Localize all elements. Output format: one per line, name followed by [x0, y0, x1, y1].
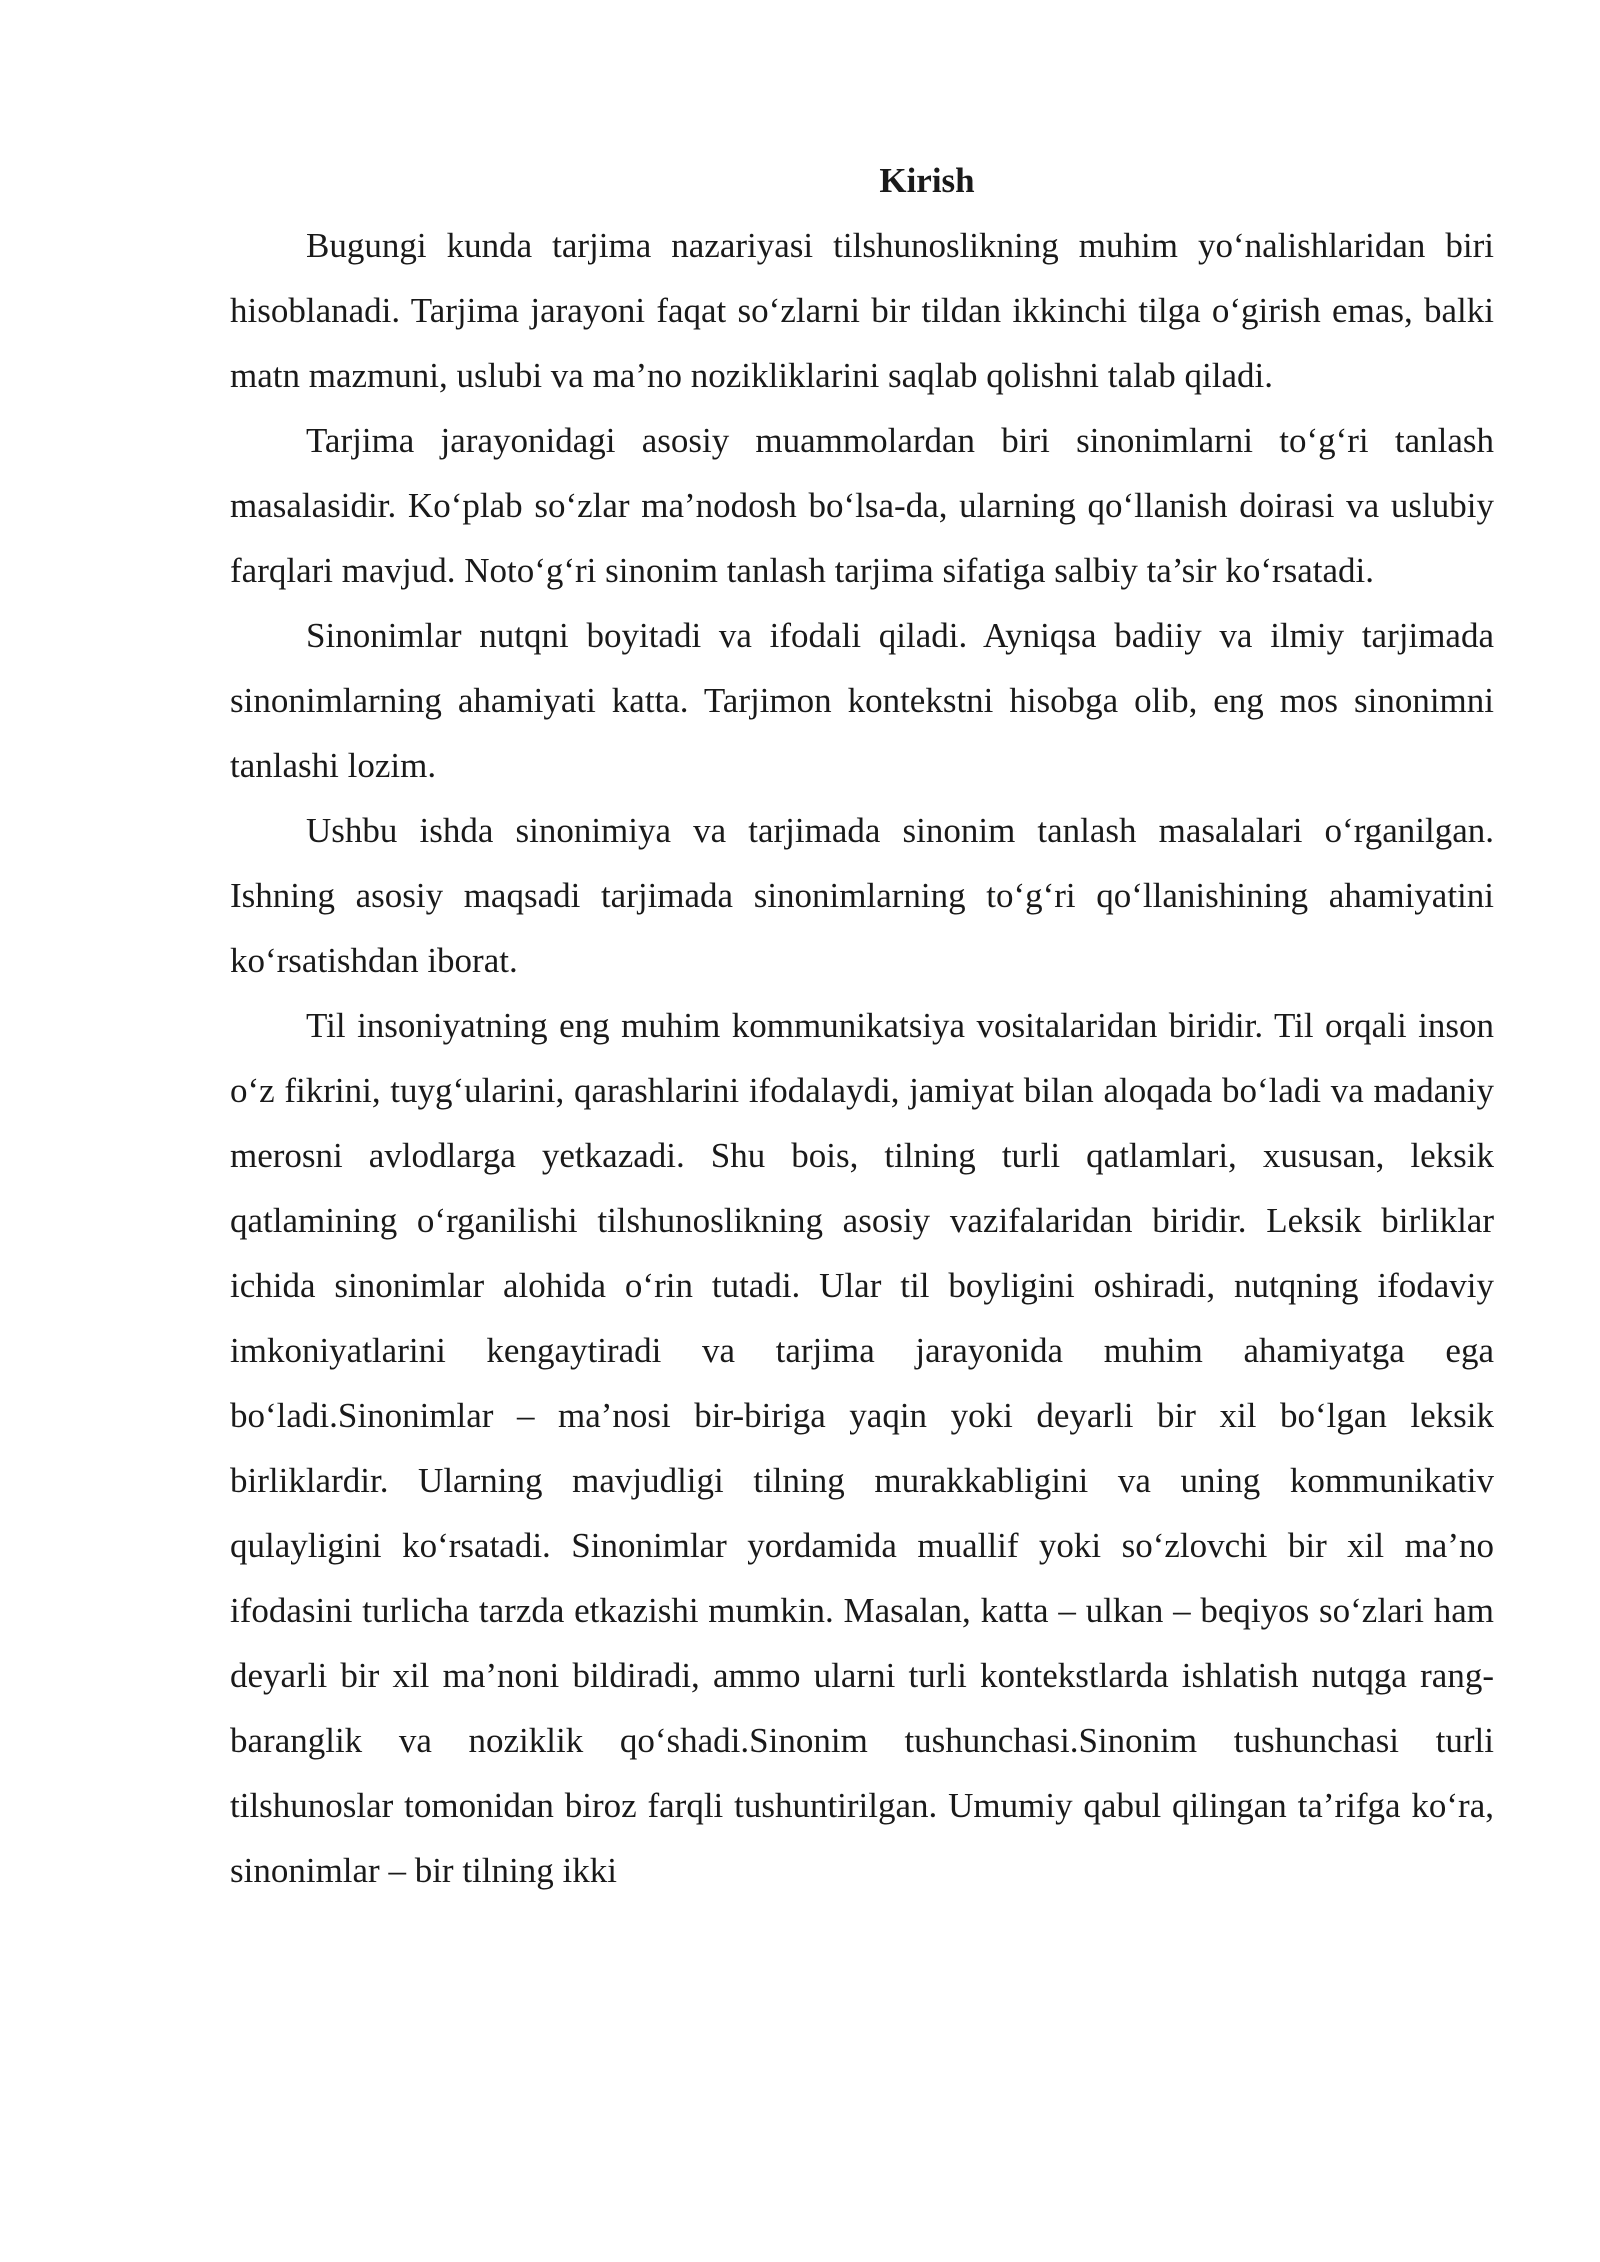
section-title: Kirish: [879, 161, 975, 200]
document-body: [230, 148, 1494, 1903]
paragraph-4: Ushbu ishda sinonimiya va tarjimada sinonim tanlash masalalari o‘rganilgan. Ishning asosiy maqsadi tarjimada sinonimlarning to‘g‘ri qo‘llanishining ahamiyatini ko‘rsatishdan iborat.: [230, 811, 1494, 980]
paragraph-2: Tarjima jarayonidagi asosiy muammolardan biri sinonimlarni to‘g‘ri tanlash masalasidir. Ko‘plab so‘zlar ma’nodosh bo‘lsa-da, ularning qo‘llanish doirasi va uslubiy farqlari mavjud. Noto‘g‘ri sinonim tanlash tarjima sifatiga salbiy ta’sir ko‘rsatadi.: [230, 421, 1494, 590]
paragraph-1: Bugungi kunda tarjima nazariyasi tilshunoslikning muhim yo‘nalishlaridan biri hisoblanadi. Tarjima jarayoni faqat so‘zlarni bir tildan ikkinchi tilga o‘girish emas, balki matn mazmuni, uslubi va ma’no nozikliklarini saqlab qolishni talab qiladi.: [230, 226, 1494, 395]
paragraph-3: Sinonimlar nutqni boyitadi va ifodali qiladi. Ayniqsa badiiy va ilmiy tarjimada sinonimlarning ahamiyati katta. Tarjimon kontekstni hisobga olib, eng mos sinonimni tanlashi lozim.: [230, 616, 1494, 785]
paragraph-5: Til insoniyatning eng muhim kommunikatsiya vositalaridan biridir. Til orqali inson o‘z fikrini, tuyg‘ularini, qarashlarini ifodalaydi, jamiyat bilan aloqada bo‘ladi va madaniy merosni avlodlarga yetkazadi. Shu bois, tilning turli qatlamlari, xususan, leksik qatlamining o‘rganilishi tilshunoslikning asosiy vazifalaridan biridir. Leksik birliklar ichida sinonimlar alohida o‘rin tutadi. Ular til boyligini oshiradi, nutqning ifodaviy imkoniyatlarini kengaytiradi va tarjima jarayonida muhim ahamiyatga ega bo‘ladi.Sinonimlar – ma’nosi bir-biriga yaqin yoki deyarli bir xil bo‘lgan leksik birliklardir. Ularning mavjudligi tilning murakkabligini va uning kommunikativ qulayligini ko‘rsatadi. Sinonimlar yordamida muallif yoki so‘zlovchi bir xil ma’no ifodasini turlicha tarzda etkazishi mumkin. Masalan, katta – ulkan – beqiyos so‘zlari ham deyarli bir xil ma’noni bildiradi, ammo ularni turli kontekstlarda ishlatish nutqga rang-baranglik va noziklik qo‘shadi.Sinonim tushunchasi.Sinonim tushunchasi turli tilshunoslar tomonidan biroz farqli tushuntirilgan. Umumiy qabul qilingan ta’rifga ko‘ra, sinonimlar – bir tilning ikki: [230, 1006, 1494, 1890]
